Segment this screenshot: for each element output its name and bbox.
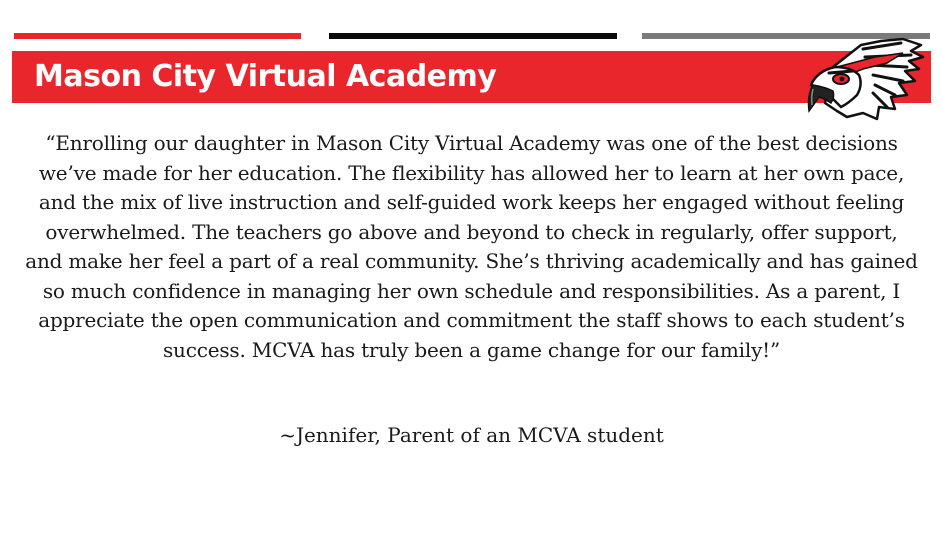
accent-bar-red bbox=[14, 33, 301, 39]
accent-bar-black bbox=[329, 33, 617, 39]
title-banner bbox=[12, 51, 931, 103]
testimonial-quote: “Enrolling our daughter in Mason City Virtual Academy was one of the best decisions we’ve made for her education. The flexibility has allowed her to learn at her own pace, and the mix of live instruction and self-guided work keeps her engaged without feeling overwhelmed. The teachers go above and beyond to check in regularly, offer support, and make her feel a part of a real community. She’s thriving academically and has gained so much confidence in managing her own schedule and responsibilities. As a parent, I appreciate the open communication and commitment the staff shows to each student’s success. MCVA has truly been a game change for our family!” bbox=[25, 131, 918, 362]
page-title: Mason City Virtual Academy bbox=[34, 59, 497, 94]
testimonial-attribution: ~Jennifer, Parent of an MCVA student bbox=[279, 423, 664, 447]
hawk-mascot-icon bbox=[803, 37, 925, 129]
